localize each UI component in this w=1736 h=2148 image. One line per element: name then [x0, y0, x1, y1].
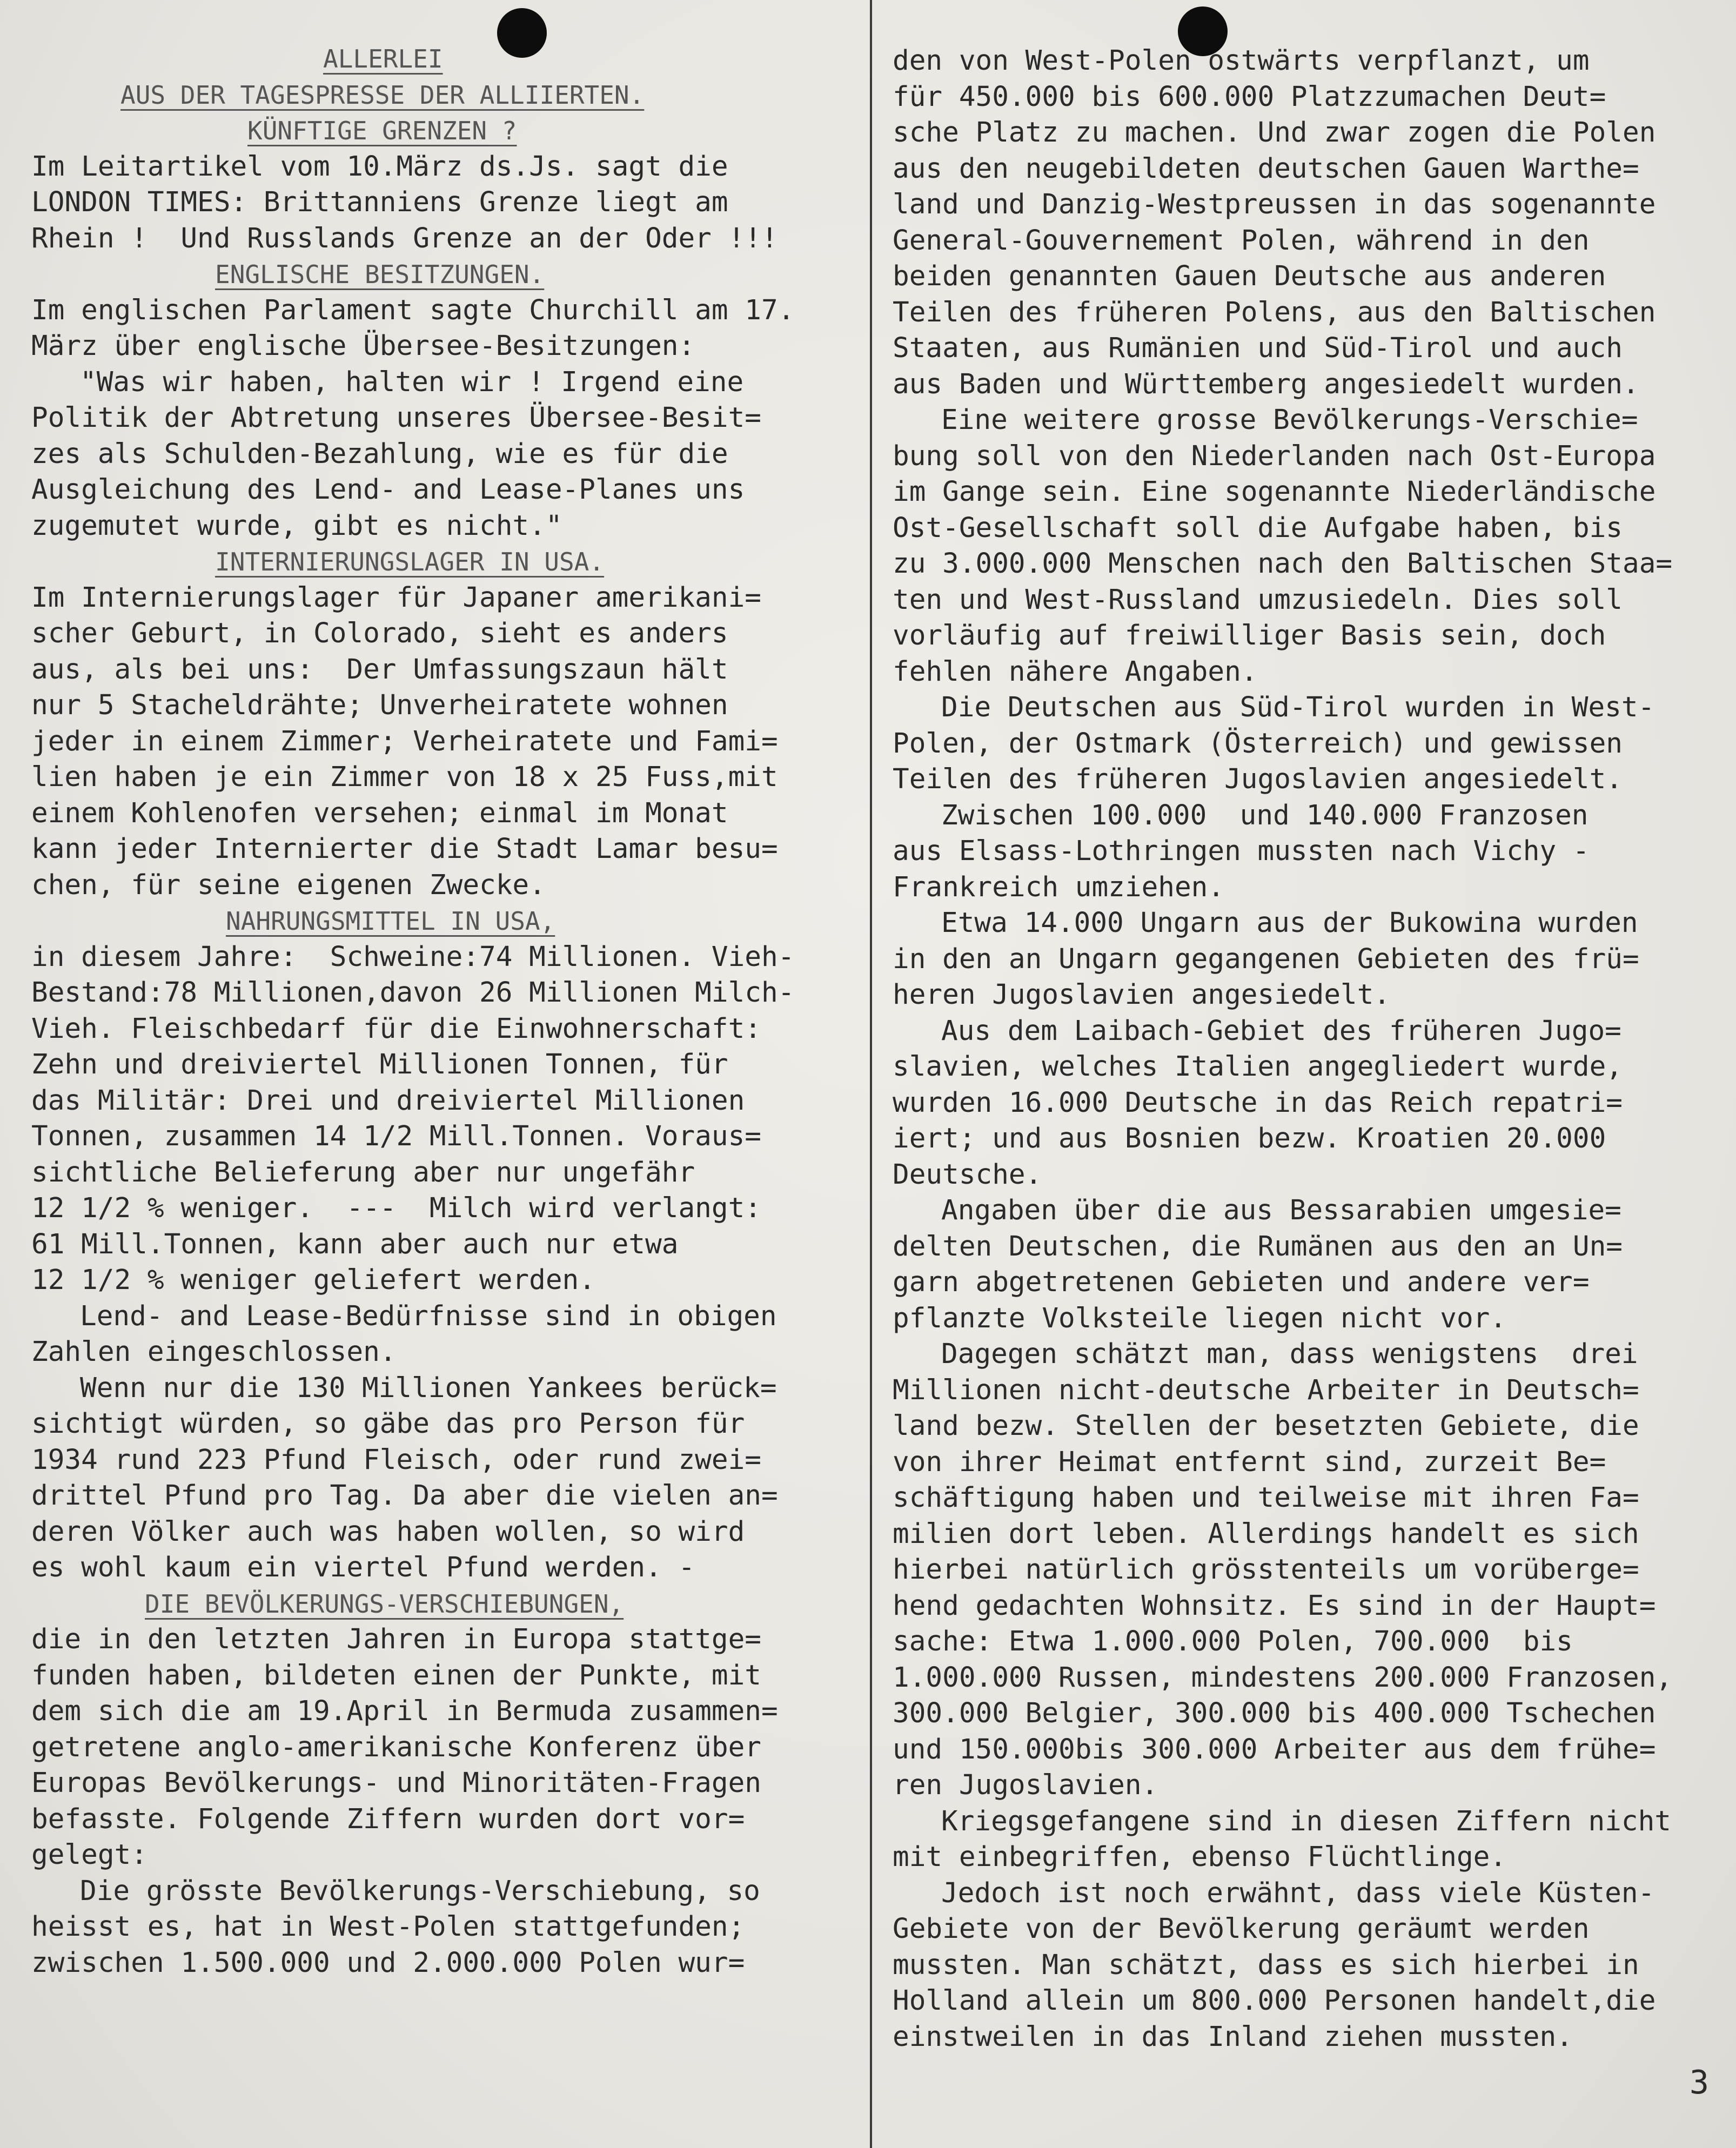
text-line: einem Kohlenofen versehen; einmal im Monat — [31, 797, 728, 829]
text-line: pflanzte Volksteile liegen nicht vor. — [893, 1302, 1507, 1334]
text-line: Im englischen Parlament sagte Churchill am 17. — [31, 294, 795, 326]
text-line: 61 Mill.Tonnen, kann aber auch nur etwa — [31, 1228, 679, 1260]
text-line: wurden 16.000 Deutsche in das Reich repatri= — [893, 1086, 1623, 1119]
text-line: gelegt: — [31, 1839, 148, 1871]
text-line: Kriegsgefangene sind in diesen Ziffern nicht — [941, 1805, 1672, 1837]
text-line: sche Platz zu machen. Und zwar zogen die Polen — [893, 117, 1656, 149]
section-heading: INTERNIERUNGSLAGER IN USA. — [215, 547, 605, 576]
text-line: Deutsche. — [893, 1158, 1042, 1191]
text-line: Holland allein um 800.000 Personen handelt,die — [893, 1985, 1656, 2017]
text-line: nur 5 Stacheldrähte; Unverheiratete wohnen — [31, 689, 728, 721]
text-line: Vieh. Fleischbedarf für die Einwohnerschaft: — [31, 1012, 762, 1045]
text-line: aus Elsass-Lothringen mussten nach Vichy - — [893, 835, 1590, 867]
text-line: garn abgetretenen Gebieten und andere ver= — [893, 1266, 1590, 1298]
text-line: slavien, welches Italien angegliedert wurde, — [893, 1051, 1623, 1083]
text-line: Ost-Gesellschaft soll die Aufgabe haben, bis — [893, 512, 1623, 544]
text-line: im Gange sein. Eine sogenannte Niederländische — [893, 476, 1656, 508]
text-line: lien haben je ein Zimmer von 18 x 25 Fuss,mit — [31, 761, 778, 793]
text-line: Lend- and Lease-Bedürfnisse sind in obigen — [80, 1300, 777, 1332]
text-line: Die Deutschen aus Süd-Tirol wurden in West- — [941, 692, 1655, 723]
text-line: sache: Etwa 1.000.000 Polen, 700.000 bis — [893, 1626, 1573, 1657]
section-heading: KÜNFTIGE GRENZEN ? — [247, 116, 517, 145]
text-line: sichtliche Belieferung aber nur ungefähr — [31, 1156, 695, 1189]
text-line: 12 1/2 % weniger geliefert werden. — [31, 1264, 595, 1296]
text-line: Gebiete von der Bevölkerung geräumt werden — [893, 1913, 1590, 1945]
text-line: 1934 rund 223 Pfund Fleisch, oder rund zwei= — [31, 1444, 762, 1476]
text-line: zes als Schulden-Bezahlung, wie es für die — [31, 438, 728, 470]
text-line: in den an Ungarn gegangenen Gebieten des frü= — [893, 943, 1639, 975]
text-line: scher Geburt, in Colorado, sieht es anders — [31, 617, 728, 649]
text-line: Europas Bevölkerungs- und Minoritäten-Fragen — [31, 1767, 762, 1799]
section-heading: ENGLISCHE BESITZUNGEN. — [215, 260, 545, 289]
text-line: in diesem Jahre: Schweine:74 Millionen. Vieh- — [31, 941, 795, 973]
text-line: dem sich die am 19.April in Bermuda zusammen= — [31, 1695, 778, 1727]
text-line: land und Danzig-Westpreussen in das sogenannte — [893, 189, 1656, 220]
text-line: Bestand:78 Millionen,davon 26 Millionen Milch- — [31, 977, 795, 1009]
text-line: Aus dem Laibach-Gebiet des früheren Jugo= — [941, 1015, 1621, 1047]
text-line: für 450.000 bis 600.000 Platzzumachen Deut= — [893, 80, 1606, 113]
text-line: sichtigt würden, so gäbe das pro Person für — [31, 1408, 745, 1440]
text-line: drittel Pfund pro Tag. Da aber die vielen an= — [31, 1480, 778, 1512]
section-heading: DIE BEVÖLKERUNGS-VERSCHIEBUNGEN, — [145, 1589, 624, 1619]
text-line: mussten. Man schätzt, dass es sich hierbei in — [893, 1949, 1639, 1981]
text-line: milien dort leben. Allerdings handelt es sich — [893, 1518, 1639, 1550]
text-line: jeder in einem Zimmer; Verheiratete und Fami= — [31, 725, 778, 757]
text-line: 300.000 Belgier, 300.000 bis 400.000 Tschechen — [893, 1697, 1656, 1729]
text-line: den von West-Polen ostwärts verpflanzt, um — [893, 45, 1590, 77]
text-line: Ausgleichung des Lend- and Lease-Planes uns — [31, 474, 745, 506]
text-line: Eine weitere grosse Bevölkerungs-Verschie= — [941, 404, 1638, 436]
text-line: LONDON TIMES: Brittanniens Grenze liegt am — [31, 186, 728, 218]
text-line: Teilen des früheren Polens, aus den Baltischen — [893, 296, 1656, 328]
section-heading: NAHRUNGSMITTEL IN USA, — [226, 907, 555, 936]
text-line: Staaten, aus Rumänien und Süd-Tirol und auch — [893, 332, 1623, 364]
text-line: vorläufig auf freiwilliger Basis sein, doch — [893, 620, 1606, 652]
text-line: und 150.000bis 300.000 Arbeiter aus dem frühe= — [893, 1733, 1656, 1766]
text-line: hierbei natürlich grösstenteils um vorüberge= — [893, 1554, 1639, 1586]
text-line: 1.000.000 Russen, mindestens 200.000 Franzosen, — [893, 1661, 1673, 1694]
text-line: ren Jugoslavien. — [893, 1769, 1158, 1801]
text-line: iert; und aus Bosnien bezw. Kroatien 20.000 — [893, 1123, 1606, 1154]
text-line: befasste. Folgende Ziffern wurden dort vor= — [31, 1803, 745, 1835]
text-line: aus den neugebildeten deutschen Gauen Warthe= — [893, 152, 1639, 185]
text-line: chen, für seine eigenen Zwecke. — [31, 869, 546, 901]
text-line: Zahlen eingeschlossen. — [31, 1336, 397, 1368]
punch-hole-left — [497, 8, 547, 58]
column-divider — [870, 0, 872, 2148]
text-line: mit einbegriffen, ebenso Flüchtlinge. — [893, 1841, 1507, 1873]
text-line: von ihrer Heimat entfernt sind, zurzeit Be= — [893, 1446, 1606, 1478]
text-line: "Was wir haben, halten wir ! Irgend eine — [80, 366, 744, 398]
text-line: General-Gouvernement Polen, während in den — [893, 224, 1590, 257]
text-line: fehlen nähere Angaben. — [893, 655, 1258, 688]
page-number: 3 — [1689, 2064, 1709, 2102]
text-line: Wenn nur die 130 Millionen Yankees berück= — [80, 1372, 777, 1404]
text-line: aus, als bei uns: Der Umfassungszaun hält — [31, 653, 728, 686]
text-line: Polen, der Ostmark (Österreich) und gewissen — [893, 727, 1623, 760]
text-line: schäftigung haben und teilweise mit ihren Fa= — [893, 1482, 1639, 1514]
text-line: funden haben, bildeten einen der Punkte, mit — [31, 1659, 762, 1691]
text-line: Tonnen, zusammen 14 1/2 Mill.Tonnen. Voraus= — [31, 1120, 762, 1152]
text-line: Rhein ! Und Russlands Grenze an der Oder !!! — [31, 222, 778, 254]
text-line: einstweilen in das Inland ziehen mussten. — [893, 2021, 1573, 2053]
text-line: Dagegen schätzt man, dass wenigstens drei — [941, 1338, 1638, 1370]
text-line: Millionen nicht-deutsche Arbeiter in Deutsch= — [893, 1374, 1639, 1406]
text-line: 12 1/2 % weniger. --- Milch wird verlangt: — [31, 1192, 762, 1224]
text-line: bung soll von den Niederlanden nach Ost-Europa — [893, 440, 1656, 472]
text-line: zugemutet wurde, gibt es nicht." — [31, 509, 562, 542]
text-line: es wohl kaum ein viertel Pfund werden. - — [31, 1552, 695, 1583]
text-line: zu 3.000.000 Menschen nach den Baltischen Staa= — [893, 548, 1673, 580]
text-line: Zehn und dreiviertel Millionen Tonnen, für — [31, 1049, 728, 1080]
text-line: heren Jugoslavien angesiedelt. — [893, 979, 1391, 1011]
text-line: delten Deutschen, die Rumänen aus den an Un= — [893, 1230, 1623, 1263]
text-line: beiden genannten Gauen Deutsche aus anderen — [893, 260, 1606, 292]
text-line: Angaben über die aus Bessarabien umgesie= — [941, 1194, 1621, 1226]
text-line: Politik der Abtretung unseres Übersee-Besit= — [31, 402, 762, 434]
text-line: hend gedachten Wohnsitz. Es sind in der Haupt= — [893, 1589, 1656, 1622]
text-line: ten und West-Russland umzusiedeln. Dies soll — [893, 583, 1623, 616]
text-line: Die grösste Bevölkerungs-Verschiebung, so — [80, 1875, 760, 1907]
text-line: getretene anglo-amerikanische Konferenz über — [31, 1731, 762, 1763]
text-line: Etwa 14.000 Ungarn aus der Bukowina wurden — [941, 907, 1638, 939]
section-heading: AUS DER TAGESPRESSE DER ALLIIERTEN. — [120, 80, 645, 110]
section-heading: ALLERLEI — [323, 44, 443, 73]
text-line: Frankreich umziehen. — [893, 871, 1225, 903]
text-line: land bezw. Stellen der besetzten Gebiete, die — [893, 1410, 1639, 1442]
text-line: Teilen des früheren Jugoslavien angesiedelt. — [893, 763, 1623, 795]
text-line: das Militär: Drei und dreiviertel Millionen — [31, 1084, 745, 1117]
text-line: März über englische Übersee-Besitzungen: — [31, 330, 695, 362]
text-line: Jedoch ist noch erwähnt, dass viele Küsten- — [941, 1877, 1655, 1909]
text-line: die in den letzten Jahren in Europa stattge= — [31, 1623, 762, 1655]
text-line: deren Völker auch was haben wollen, so wird — [31, 1515, 745, 1548]
text-line: Im Leitartikel vom 10.März ds.Js. sagt die — [31, 150, 728, 183]
text-line: Im Internierungslager für Japaner amerikani= — [31, 581, 762, 614]
text-line: aus Baden und Württemberg angesiedelt wurden. — [893, 368, 1639, 400]
text-line: zwischen 1.500.000 und 2.000.000 Polen wur= — [31, 1946, 745, 1979]
text-line: Zwischen 100.000 und 140.000 Franzosen — [941, 799, 1588, 831]
text-line: heisst es, hat in West-Polen stattgefunden; — [31, 1911, 745, 1943]
text-line: kann jeder Internierter die Stadt Lamar besu= — [31, 833, 778, 865]
